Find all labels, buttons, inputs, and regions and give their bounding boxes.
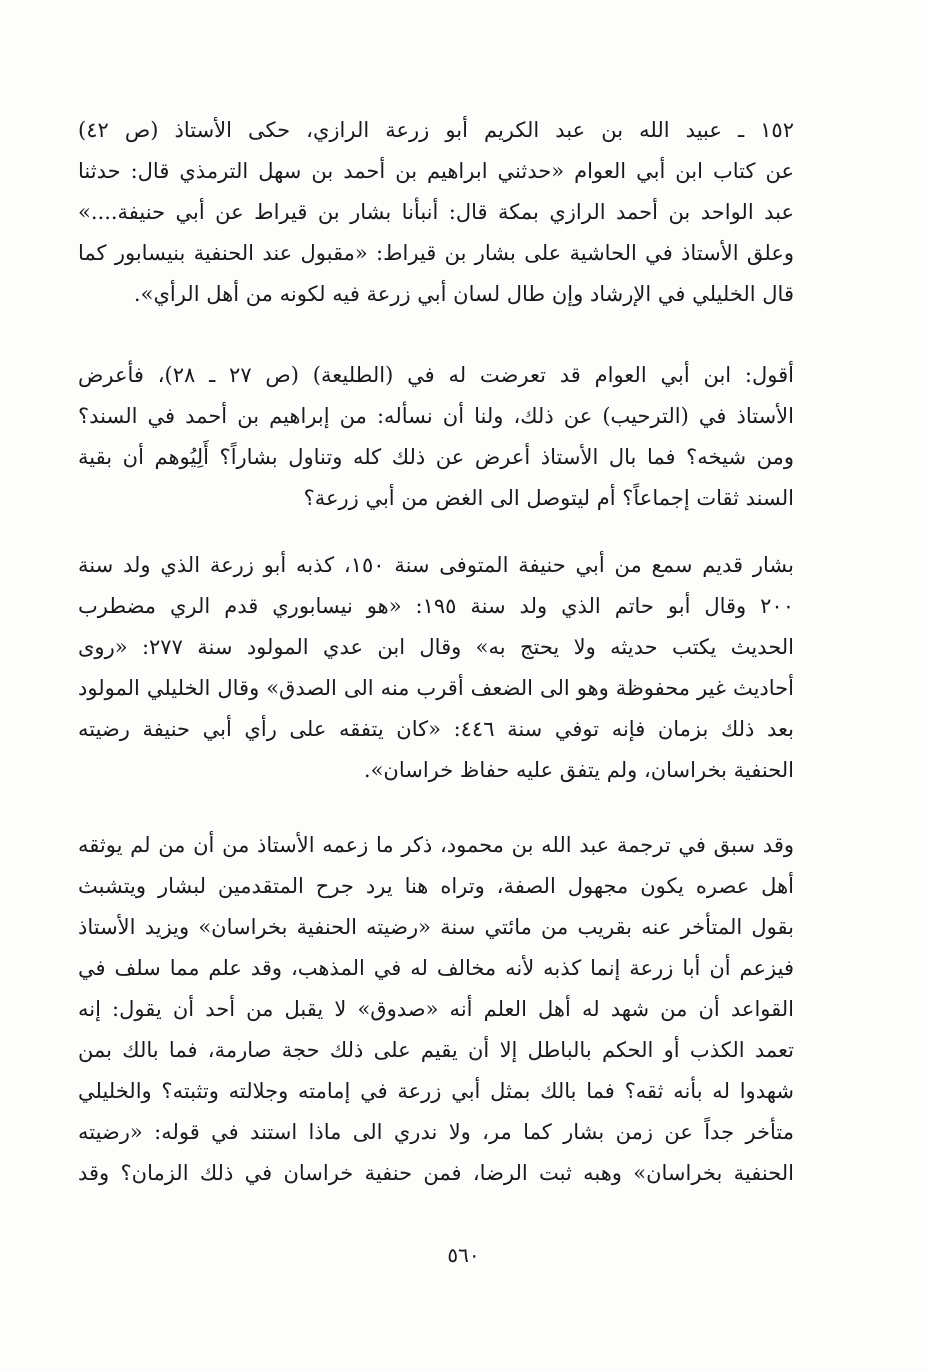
text-line: الحنفية بخراسان» وهبه ثبت الرضا، فمن حنفية خراسان في ذلك الزمان؟ وقد: [78, 1161, 794, 1185]
page-number: ٥٦٠: [447, 1243, 480, 1267]
text-line: الحنفية بخراسان، ولم يتفق عليه حفاظ خراسان».: [363, 758, 794, 782]
paragraph-entry-152: [78, 110, 794, 315]
text-line: متأخر جداً عن زمن بشار كما مر، ولا ندري الى ماذا استند في قوله: «رضيته: [78, 1120, 794, 1144]
text-line: القواعد أن من شهد له أهل العلم أنه «صدوق» لا يقبل من أحد أن يقول: إنه: [78, 997, 794, 1021]
paragraph-response: [78, 355, 794, 519]
text-line: أقول: ابن أبي العوام قد تعرضت له في (الطليعة) (ص ٢٧ ـ ٢٨)، فأعرض: [78, 363, 794, 387]
text-line: ٢٠٠ وقال أبو حاتم الذي ولد سنة ١٩٥: «هو نيسابوري قدم الري مضطرب: [78, 594, 794, 618]
paragraph-bashshar: [78, 545, 794, 791]
text-line: السند ثقات إجماعاً؟ أم ليتوصل الى الغض من أبي زرعة؟: [303, 486, 794, 510]
text-line: قال الخليلي في الإرشاد وإن طال لسان أبي زرعة فيه لكونه من أهل الرأي».: [133, 282, 794, 306]
text-line: عبد الواحد بن أحمد الرازي بمكة قال: أنبأنا بشار بن قيراط عن أبي حنيفة....»: [78, 200, 794, 224]
text-line: ١٥٢ ـ عبيد الله بن عبد الكريم أبو زرعة الرازي، حكى الأستاذ (ص ٤٢): [78, 118, 794, 142]
text-line: وعلق الأستاذ في الحاشية على بشار بن قيراط: «مقبول عند الحنفية بنيسابور كما: [78, 241, 794, 265]
text-line: أهل عصره يكون مجهول الصفة، وتراه هنا يرد جرح المتقدمين لبشار ويتشبث: [78, 874, 794, 898]
text-line: بعد ذلك بزمان فإنه توفي سنة ٤٤٦: «كان يتفقه على رأي أبي حنيفة رضيته: [78, 717, 794, 741]
text-line: تعمد الكذب أو الحكم بالباطل إلا أن يقيم على ذلك حجة صارمة، فما بالك بمن: [78, 1038, 794, 1062]
text-line: بقول المتأخر عنه بقريب من مائتي سنة «رضيته الحنفية بخراسان» ويزيد الأستاذ: [78, 915, 794, 939]
text-line: وقد سبق في ترجمة عبد الله بن محمود، ذكر ما زعمه الأستاذ من أن من لم يوثقه: [78, 833, 794, 857]
text-line: أحاديث غير محفوظة وهو الى الضعف أقرب منه الى الصدق» وقال الخليلي المولود: [78, 676, 794, 700]
text-line: ومن شيخه؟ فما بال الأستاذ أعرض عن ذلك كله وتناول بشاراً؟ أَلِيُوهم أن بقية: [78, 445, 794, 469]
text-line: فيزعم أن أبا زرعة إنما كذبه لأنه مخالف له في المذهب، وقد علم مما سلف في: [78, 956, 794, 980]
paragraph-discussion: [78, 825, 794, 1194]
text-line: بشار قديم سمع من أبي حنيفة المتوفى سنة ١٥٠، كذبه أبو زرعة الذي ولد سنة: [78, 553, 794, 577]
text-line: الأستاذ في (الترحيب) عن ذلك، ولنا أن نسأله: من إبراهيم بن أحمد في السند؟: [78, 404, 794, 428]
text-line: الحديث يكتب حديثه ولا يحتج به» وقال ابن عدي المولود سنة ٢٧٧: «روى: [78, 635, 794, 659]
text-line: عن كتاب ابن أبي العوام «حدثني ابراهيم بن أحمد بن سهل الترمذي قال: حدثنا: [78, 159, 794, 183]
text-line: شهدوا له بأنه ثقه؟ فما بالك بمثل أبي زرعة في إمامته وجلالته وتثبته؟ والخليلي: [78, 1079, 794, 1103]
